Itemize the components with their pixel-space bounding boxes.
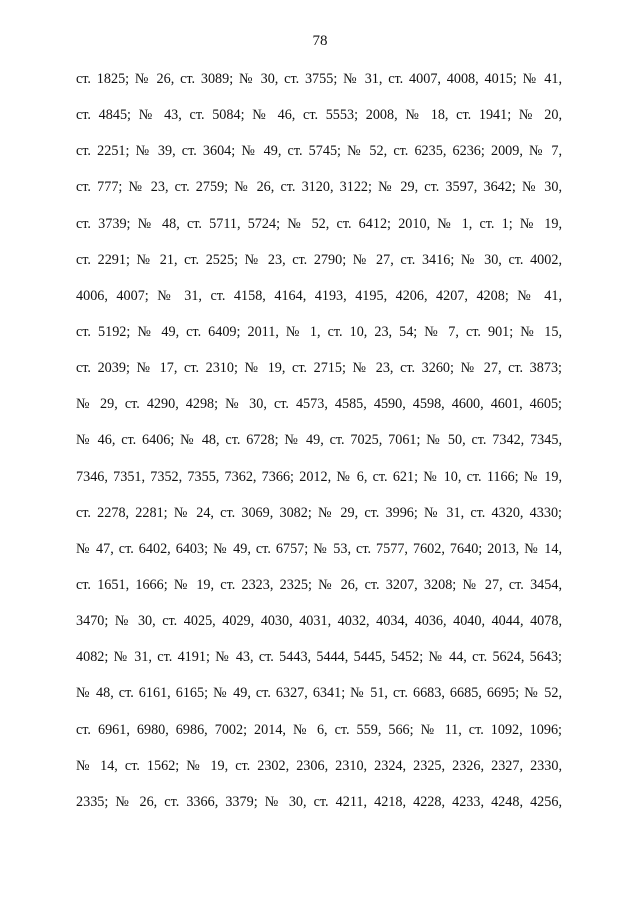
text-line: № 14, ст. 1562; № 19, ст. 2302, 2306, 2310, 2324, 2325, 2326, 2327, 2330, xyxy=(76,757,562,774)
text-line: № 47, ст. 6402, 6403; № 49, ст. 6757; № 53, ст. 7577, 7602, 7640; 2013, № 14, xyxy=(76,540,562,557)
text-line: № 29, ст. 4290, 4298; № 30, ст. 4573, 4585, 4590, 4598, 4600, 4601, 4605; xyxy=(76,396,562,413)
text-line: ст. 2278, 2281; № 24, ст. 3069, 3082; № 29, ст. 3996; № 31, ст. 4320, 4330; xyxy=(76,504,562,521)
text-line: ст. 2251; № 39, ст. 3604; № 49, ст. 5745; № 52, ст. 6235, 6236; 2009, № 7, xyxy=(76,143,562,160)
text-line: ст. 1651, 1666; № 19, ст. 2323, 2325; № 26, ст. 3207, 3208; № 27, ст. 3454, xyxy=(76,576,562,593)
text-line: ст. 777; № 23, ст. 2759; № 26, ст. 3120, 3122; № 29, ст. 3597, 3642; № 30, xyxy=(76,179,562,196)
text-line: ст. 2039; № 17, ст. 2310; № 19, ст. 2715; № 23, ст. 3260; № 27, ст. 3873; xyxy=(76,360,562,377)
text-line: ст. 2291; № 21, ст. 2525; № 23, ст. 2790; № 27, ст. 3416; № 30, ст. 4002, xyxy=(76,251,562,268)
text-line: 3470; № 30, ст. 4025, 4029, 4030, 4031, 4032, 4034, 4036, 4040, 4044, 4078, xyxy=(76,613,562,630)
text-line: ст. 3739; № 48, ст. 5711, 5724; № 52, ст. 6412; 2010, № 1, ст. 1; № 19, xyxy=(76,215,562,232)
text-line: 7346, 7351, 7352, 7355, 7362, 7366; 2012, № 6, ст. 621; № 10, ст. 1166; № 19, xyxy=(76,468,562,485)
text-line: 4006, 4007; № 31, ст. 4158, 4164, 4193, 4195, 4206, 4207, 4208; № 41, xyxy=(76,287,562,304)
text-line: № 48, ст. 6161, 6165; № 49, ст. 6327, 6341; № 51, ст. 6683, 6685, 6695; № 52, xyxy=(76,685,562,702)
text-line: 2335; № 26, ст. 3366, 3379; № 30, ст. 4211, 4218, 4228, 4233, 4248, 4256, xyxy=(76,793,562,810)
body-text xyxy=(76,70,562,829)
text-line: ст. 6961, 6980, 6986, 7002; 2014, № 6, ст. 559, 566; № 11, ст. 1092, 1096; xyxy=(76,721,562,738)
text-line: ст. 1825; № 26, ст. 3089; № 30, ст. 3755; № 31, ст. 4007, 4008, 4015; № 41, xyxy=(76,71,562,87)
text-line: ст. 5192; № 49, ст. 6409; 2011, № 1, ст. 10, 23, 54; № 7, ст. 901; № 15, xyxy=(76,323,562,340)
text-line: № 46, ст. 6406; № 48, ст. 6728; № 49, ст. 7025, 7061; № 50, ст. 7342, 7345, xyxy=(76,432,562,449)
text-line: 4082; № 31, ст. 4191; № 43, ст. 5443, 5444, 5445, 5452; № 44, ст. 5624, 5643; xyxy=(76,649,562,666)
text-line: ст. 4845; № 43, ст. 5084; № 46, ст. 5553; 2008, № 18, ст. 1941; № 20, xyxy=(76,107,562,124)
page-number: 78 xyxy=(312,33,328,49)
